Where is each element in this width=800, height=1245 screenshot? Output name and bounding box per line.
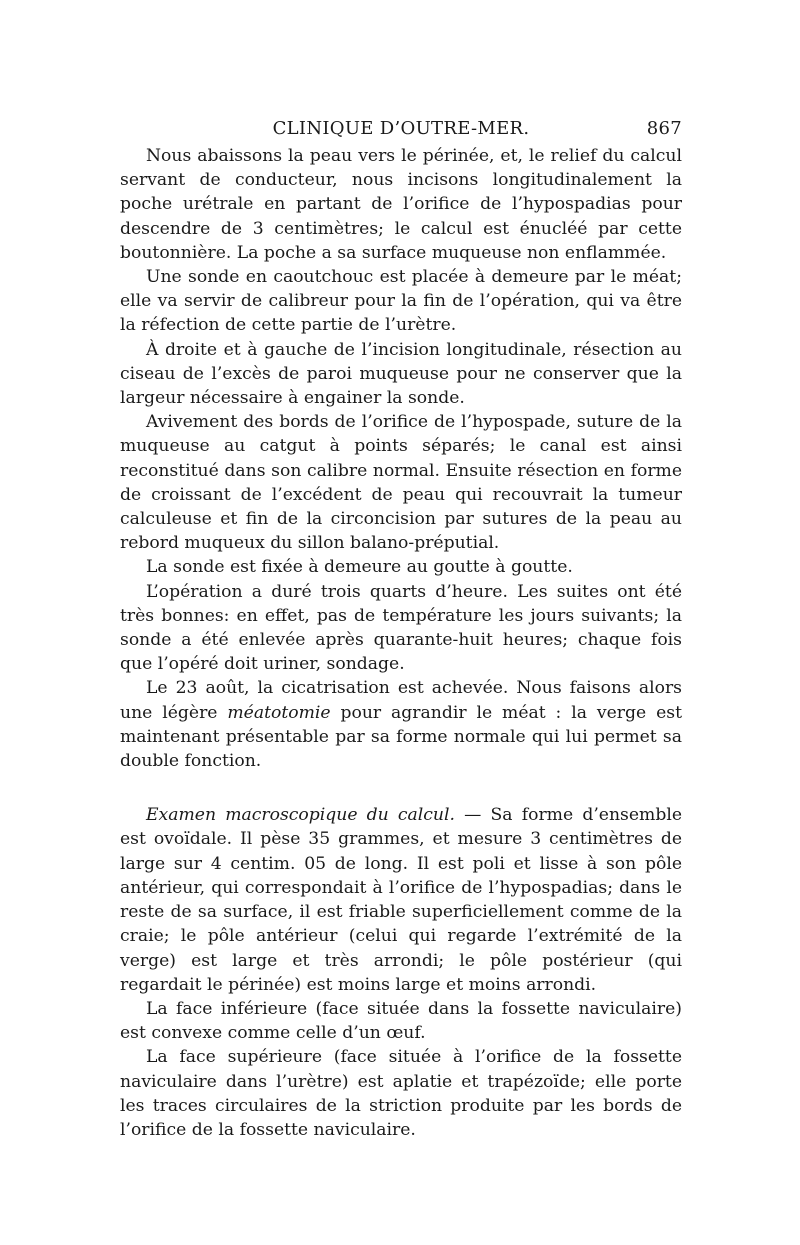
paragraph-sonde-fixee: La sonde est fixée à demeure au goutte à goutte. (146, 557, 573, 578)
paragraph-face-superieure: La face supérieure (face située à l’orifice de la fossette naviculaire dans l’urètre) est aplatie et trapézoïde; elle porte les traces circulaires de la striction produite par les bords de l’orifice de la fossette naviculaire. (120, 1047, 682, 1140)
paragraph-face-inferieure: La face inférieure (face située dans la fossette naviculaire) est convexe comme celle d’un œuf. (120, 998, 682, 1044)
meatotomie-term: méatotomie (227, 702, 331, 723)
paragraph-incision: Nous abaissons la peau vers le périnée, et, le relief du calcul servant de conducteur, nous incisons longitudinalement la poche urétrale en partant de l’orifice de l’hypospadias pour descendre de 3 centimètres; le calcul est énucléé par cette boutonnière. La poche a sa surface muqueuse non enflammée. (120, 146, 682, 263)
paragraph-examen (120, 803, 682, 997)
section-gap (120, 773, 682, 803)
examen-text: — Sa forme d’ensemble est ovoïdale. Il pèse 35 grammes, et mesure 3 centimètres de large sur 4 centim. 05 de long. Il est poli et lisse à son pôle antérieur, qui correspondait à l’orifice de l’hypospadias; dans le reste de sa surface, il est friable superficiellement comme de la craie; le pôle antérieur (celui qui regarde l’extrémité de la verge) est large et très arrondi; le pôle postérieur (qui regardait le périnée) est moins large et moins arrondi. (120, 805, 682, 995)
paragraph-sonde: Une sonde en caoutchouc est placée à demeure par le méat; elle va servir de calibreur pour la fin de l’opération, qui va être la réfection de cette partie de l’urètre. (120, 267, 682, 336)
meatotomie-text-before: Le 23 août, la cicatrisation est achevée. Nous faisons alors une légère (120, 678, 682, 723)
examen-heading: Examen macroscopique du calcul. (146, 805, 455, 826)
running-head (120, 110, 682, 144)
paragraph-operation: L’opération a duré trois quarts d’heure. Les suites ont été très bonnes: en effet, pas de température les jours suivants; la sonde a été enlevée après quarante-huit heures; chaque fois que l’opéré doit uriner, sondage. (120, 581, 682, 675)
paragraph-resection: À droite et à gauche de l’incision longitudinale, résection au ciseau de l’excès de paroi muqueuse pour ne conserver que la largeur nécessaire à engainer la sonde. (120, 339, 682, 409)
paragraph-meatotomie (120, 676, 682, 773)
meatotomie-text-after: pour agrandir le méat : la verge est maintenant présentable par sa forme normale qui lui permet sa double fonction. (120, 702, 683, 772)
book-page (120, 110, 682, 1142)
page-number: 867 (646, 118, 682, 139)
running-title: CLINIQUE D’OUTRE-MER. (272, 118, 530, 139)
paragraph-avivement: Avivement des bords de l’orifice de l’hypospade, suture de la muqueuse au catgut à points séparés; le canal est ainsi reconstitué dans son calibre normal. Ensuite résection en forme de croissant de l’excédent de peau qui recouvrait la tumeur calculeuse et fin de la circoncision par sutures de la peau au rebord muqueux du sillon balano-préputial. (120, 412, 682, 554)
